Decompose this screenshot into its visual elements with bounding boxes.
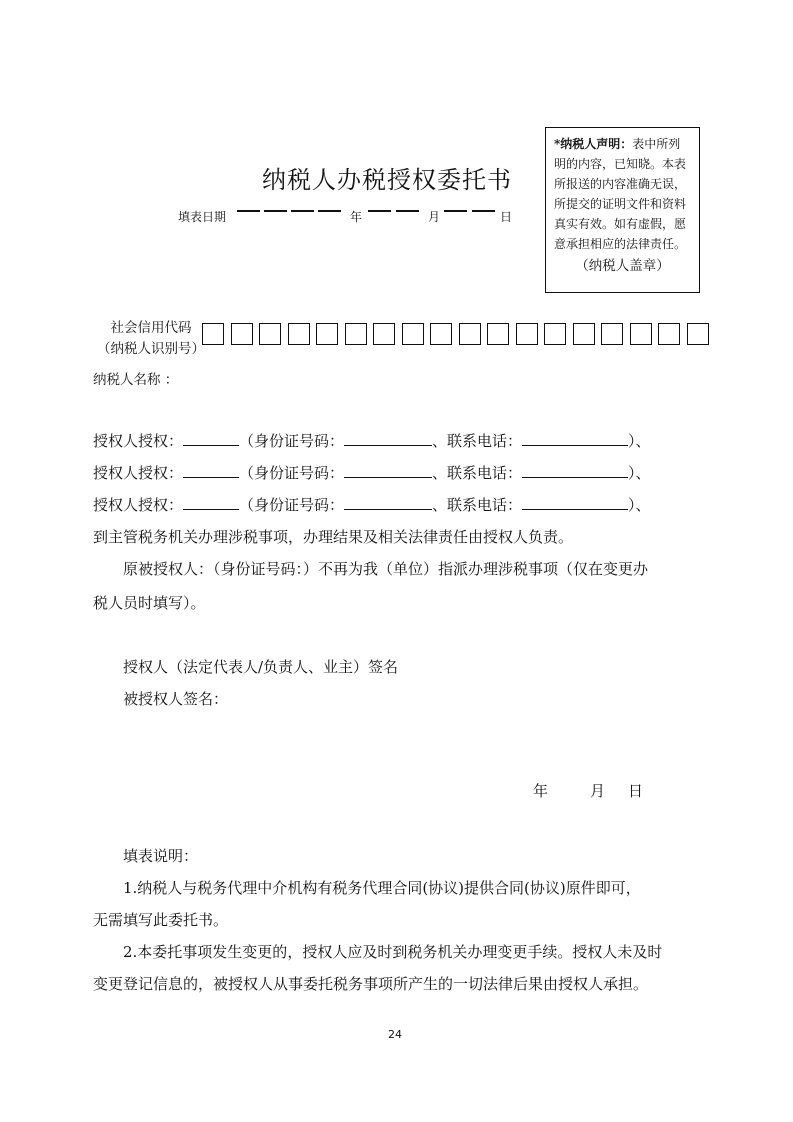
phone-label: 、联系电话：: [432, 432, 523, 450]
phone-blank[interactable]: [522, 463, 628, 478]
date-dash: [396, 210, 419, 212]
former-agent-line2: 税人员时填写）。: [93, 594, 206, 612]
date-dash: [368, 210, 391, 212]
authorization-lead: 授权人授权：: [93, 464, 184, 482]
authorizer-signature-label: 授权人（法定代表人/负责人、业主）签名: [123, 658, 399, 676]
id-number-blank[interactable]: [344, 431, 432, 446]
agent-signature-label: 被授权人签名：: [123, 690, 229, 708]
credit-code-char-box[interactable]: [345, 323, 367, 345]
phone-blank[interactable]: [522, 431, 628, 446]
date-dash: [291, 210, 314, 212]
phone-blank[interactable]: [522, 495, 628, 510]
sign-date-year: 年: [533, 782, 549, 800]
credit-code-char-box[interactable]: [402, 323, 424, 345]
agent-name-blank[interactable]: [183, 431, 239, 446]
sign-date-month: 月: [590, 782, 606, 800]
fill-date-label: 填表日期: [178, 210, 227, 224]
former-agent-line1: 原被授权人：（身份证号码：）不再为我（单位）指派办理涉税事项（仅在变更办: [123, 560, 649, 578]
credit-code-char-box[interactable]: [487, 323, 509, 345]
credit-code-char-box[interactable]: [658, 323, 680, 345]
agent-name-blank[interactable]: [183, 495, 239, 510]
fill-date-day: 日: [500, 210, 513, 224]
credit-code-boxes: [202, 323, 715, 345]
authorization-tail: ）、: [628, 432, 651, 450]
credit-code-char-box[interactable]: [316, 323, 338, 345]
fill-date-year: 年: [350, 210, 363, 224]
id-number-blank[interactable]: [344, 463, 432, 478]
date-dash: [264, 210, 287, 212]
credit-code-label-line2: （纳税人识别号）: [97, 341, 205, 357]
date-dash: [237, 210, 260, 212]
notes-heading: 填表说明：: [123, 847, 199, 865]
credit-code-char-box[interactable]: [544, 323, 566, 345]
credit-code-char-box[interactable]: [630, 323, 652, 345]
taxpayer-name-label: 纳税人名称 ：: [93, 372, 179, 388]
credit-code-char-box[interactable]: [373, 323, 395, 345]
id-number-blank[interactable]: [344, 495, 432, 510]
credit-code-char-box[interactable]: [573, 323, 595, 345]
declaration-seal: （纳税人盖章）: [575, 258, 670, 274]
authorization-lead: 授权人授权：: [93, 496, 184, 514]
credit-code-char-box[interactable]: [601, 323, 623, 345]
authorization-tail: ）、: [628, 464, 651, 482]
handling-statement: 到主管税务机关办理涉税事项，办理结果及相关法律责任由授权人负责。: [93, 528, 574, 546]
credit-code-char-box[interactable]: [202, 323, 224, 345]
notes-item2-line2: 变更登记信息的，被授权人从事委托税务事项所产生的一切法律后果由授权人承担。: [93, 975, 649, 993]
fill-date-month: 月: [428, 210, 441, 224]
notes-item2-line1: 2.本委托事项发生变更的，授权人应及时到税务机关办理变更手续。授权人未及时: [123, 943, 663, 961]
taxpayer-declaration-box: [545, 127, 700, 293]
date-dash: [472, 210, 495, 212]
authorization-row: [93, 462, 651, 483]
agent-name-blank[interactable]: [183, 463, 239, 478]
date-dash: [444, 210, 467, 212]
declaration-text: 表中所列明的内容，已知晓。本表所报送的内容准确无误，所提交的证明文件和资料真实有效。如有虚假，愿意承担相应的法律责任。: [554, 137, 687, 251]
notes-item1-line2: 无需填写此委托书。: [93, 911, 229, 929]
authorization-lead: 授权人授权：: [93, 432, 184, 450]
notes-item1-line1: 1.纳税人与税务代理中介机构有税务代理合同(协议)提供合同(协议)原件即可，: [123, 879, 641, 897]
declaration-heading: *纳税人声明：: [554, 137, 633, 151]
date-dash: [318, 210, 341, 212]
id-number-label: （身份证号码：: [239, 432, 345, 450]
phone-label: 、联系电话：: [432, 496, 523, 514]
credit-code-char-box[interactable]: [430, 323, 452, 345]
credit-code-label-line1: 社会信用代码: [110, 320, 192, 336]
credit-code-char-box[interactable]: [231, 323, 253, 345]
credit-code-char-box[interactable]: [259, 323, 281, 345]
authorization-row: [93, 430, 651, 451]
document-title: 纳税人办税授权委托书: [262, 166, 512, 194]
credit-code-char-box[interactable]: [687, 323, 709, 345]
credit-code-char-box[interactable]: [288, 323, 310, 345]
phone-label: 、联系电话：: [432, 464, 523, 482]
credit-code-label: [96, 318, 206, 360]
authorization-tail: ）、: [628, 496, 651, 514]
id-number-label: （身份证号码：: [239, 496, 345, 514]
sign-date-day: 日: [628, 782, 644, 800]
authorization-row: [93, 494, 651, 515]
credit-code-char-box[interactable]: [459, 323, 481, 345]
page-number: 24: [388, 1028, 402, 1041]
credit-code-char-box[interactable]: [516, 323, 538, 345]
id-number-label: （身份证号码：: [239, 464, 345, 482]
